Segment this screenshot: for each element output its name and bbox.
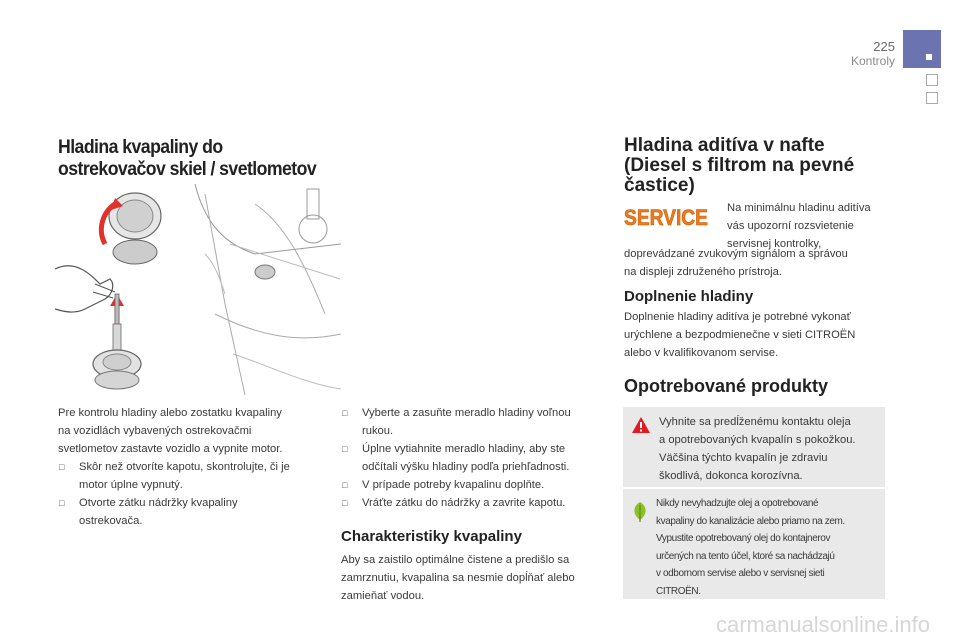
used-products-title: Opotrebované produkty (624, 376, 829, 396)
health-warning-box (623, 407, 885, 487)
list-item: □ V prípade potreby kvapalinu doplňte. (341, 476, 611, 494)
list-item: □ Skôr než otvoríte kapotu, skontrolujte, či je motor úplne vypnutý. (58, 458, 328, 494)
list-item: □ Vyberte a zasuňte meradlo hladiny voľnou rukou. (341, 404, 611, 440)
warning-exclamation-icon (631, 416, 651, 434)
list-item: □ Otvorte zátku nádržky kvapaliny ostrekovača. (58, 494, 328, 530)
environment-note-text: Nikdy nevyhadzujte olej a opotrebované kvapaliny do kanalizácie alebo priamo na zem. Vypustite opotrebovaný olej do kontajnerov určených na tento účel, ktoré sa nachádzajú v odbornom servise alebo v servisnej sieti CITROËN. (656, 498, 845, 597)
fluid-characteristics-title: Charakteristiky kvapaliny (341, 528, 522, 545)
dipstick-instructions (341, 404, 611, 512)
list-item: □ Úplne vytiahnite meradlo hladiny, aby ste odčítali výšku hladiny podľa priehľadnosti. (341, 440, 611, 476)
washer-reservoir-illustration (55, 184, 341, 395)
additive-warning-text: Na minimálnu hladinu aditíva vás upozorní rozsvietenie servisnej kontrolky, (727, 202, 871, 250)
washer-fluid-instructions: Pre kontrolu hladiny alebo zostatku kvapaliny na vozidlách vybavených ostrekovačmi svetlometov zastavte vozidlo a vypnite motor. □ Skôr než otvoríte kapotu, skontrolujte, či je motor úplne vypnutý. □ Otvorte zátku nádržky kvapaliny ostrekovača. (58, 404, 328, 530)
section-tab-box (926, 92, 938, 104)
environment-note-box (623, 489, 885, 599)
list-item: □ Vráťte zátku do nádržky a zavrite kapotu. (341, 494, 611, 512)
watermark: carmanualsonline.info (715, 612, 930, 637)
section-tab-box (926, 74, 938, 86)
service-warning-light-icon (622, 203, 710, 231)
refill-title: Doplnenie hladiny (624, 288, 754, 305)
health-warning-text: Vyhnite sa predĺženému kontaktu oleja a opotrebovaných kvapalín s pokožkou. Väčšina týchto kvapalín je zdraviu škodlivá, dokonca korozívna. (659, 416, 856, 482)
fluid-characteristics-text: Aby sa zaistilo optimálne čistene a predišlo sa zamrznutiu, kvapalina sa nesmie dopĺňať alebo zamieňať vodou. (341, 554, 575, 602)
section-name: Kontroly (850, 54, 895, 68)
additive-warning-text-cont: doprevádzané zvukovým signálom a správou na displeji združeného prístroja. (624, 248, 848, 278)
washer-fluid-title: Hladina kvapaliny do ostrekovačov skiel / svetlometov (58, 137, 317, 180)
section-tab-active (903, 30, 941, 68)
refill-text: Doplnenie hladiny aditíva je potrebné vykonať urýchlene a bezpodmienečne v sieti CITROËN alebo v kvalifikovanom servise. (624, 311, 856, 359)
service-label: SERVICE (624, 205, 708, 230)
environment-leaf-icon (631, 501, 649, 523)
page-number: 225 Kontroly (840, 40, 895, 68)
diesel-additive-title: Hladina aditíva v nafte (Diesel s filtrom na pevné častice) (624, 135, 855, 196)
